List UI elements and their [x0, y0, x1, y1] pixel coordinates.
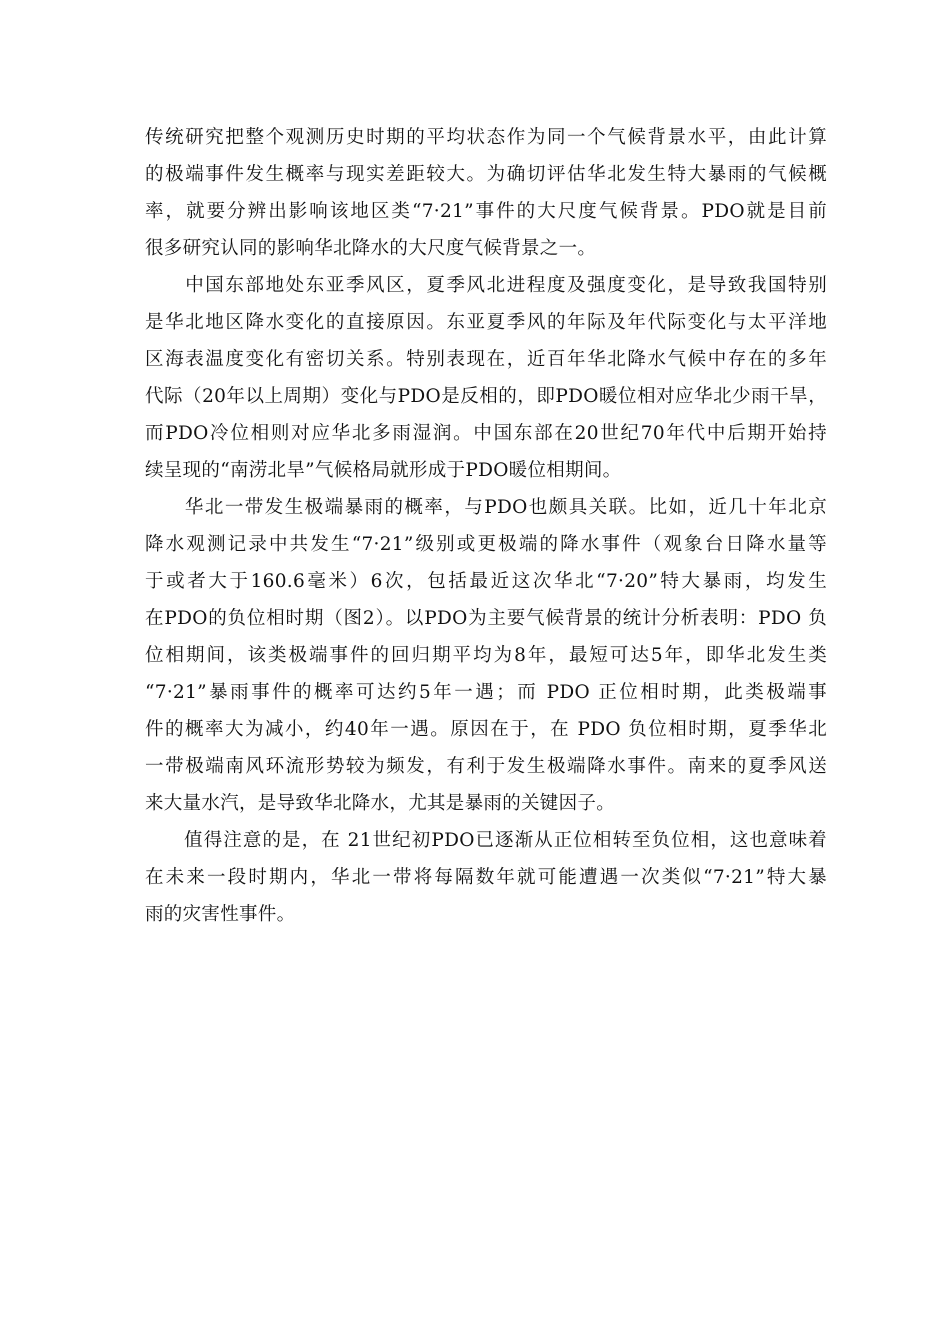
- text-line: 一带极端南风环流形势较为频发，有利于发生极端降水事件。南来的夏季风送: [145, 756, 827, 777]
- text-line: 率，就要分辨出影响该地区类“7·21”事件的大尺度气候背景。PDO就是目前: [145, 201, 827, 222]
- paragraph-monsoon: [145, 267, 827, 489]
- text-line: 的极端事件发生概率与现实差距较大。为确切评估华北发生特大暴雨的气候概: [145, 164, 827, 185]
- text-line: 件的概率大为减小，约40年一遇。原因在于，在 PDO 负位相时期，夏季华北: [145, 719, 827, 740]
- text-line: 在PDO的负位相时期（图2）。以PDO为主要气候背景的统计分析表明：PDO 负: [145, 608, 827, 629]
- paragraph-future-outlook: [145, 822, 827, 933]
- text-line: 续呈现的“南涝北旱”气候格局就形成于PDO暖位相期间。: [145, 460, 622, 481]
- paragraph-climate-background: [145, 119, 827, 267]
- text-line: “7·21”暴雨事件的概率可达约5年一遇；而 PDO 正位相时期，此类极端事: [145, 682, 827, 703]
- paragraph-extreme-rainfall: [145, 489, 827, 822]
- text-line: 值得注意的是，在 21世纪初PDO已逐渐从正位相转至负位相，这也意味着: [145, 830, 827, 851]
- text-line: 中国东部地处东亚季风区，夏季风北进程度及强度变化，是导致我国特别: [145, 275, 827, 296]
- article-body: [145, 119, 827, 933]
- text-line: 于或者大于160.6毫米）6次，包括最近这次华北“7·20”特大暴雨，均发生: [145, 571, 827, 592]
- text-line: 华北一带发生极端暴雨的概率，与PDO也颇具关联。比如，近几十年北京: [145, 497, 827, 518]
- text-line: 降水观测记录中共发生“7·21”级别或更极端的降水事件（观象台日降水量等: [145, 534, 827, 555]
- text-line: 区海表温度变化有密切关系。特别表现在，近百年华北降水气候中存在的多年: [145, 349, 827, 370]
- text-line: 而PDO冷位相则对应华北多雨湿润。中国东部在20世纪70年代中后期开始持: [145, 423, 827, 444]
- text-line: 雨的灾害性事件。: [145, 904, 296, 925]
- text-line: 传统研究把整个观测历史时期的平均状态作为同一个气候背景水平，由此计算: [145, 127, 827, 148]
- text-line: 很多研究认同的影响华北降水的大尺度气候背景之一。: [145, 238, 597, 259]
- text-line: 来大量水汽，是导致华北降水，尤其是暴雨的关键因子。: [145, 793, 616, 814]
- text-line: 在未来一段时期内，华北一带将每隔数年就可能遭遇一次类似“7·21”特大暴: [145, 867, 827, 888]
- text-line: 代际（20年以上周期）变化与PDO是反相的，即PDO暖位相对应华北少雨干旱，: [145, 386, 827, 407]
- text-line: 是华北地区降水变化的直接原因。东亚夏季风的年际及年代际变化与太平洋地: [145, 312, 827, 333]
- text-line: 位相期间，该类极端事件的回归期平均为8年，最短可达5年，即华北发生类: [145, 645, 827, 666]
